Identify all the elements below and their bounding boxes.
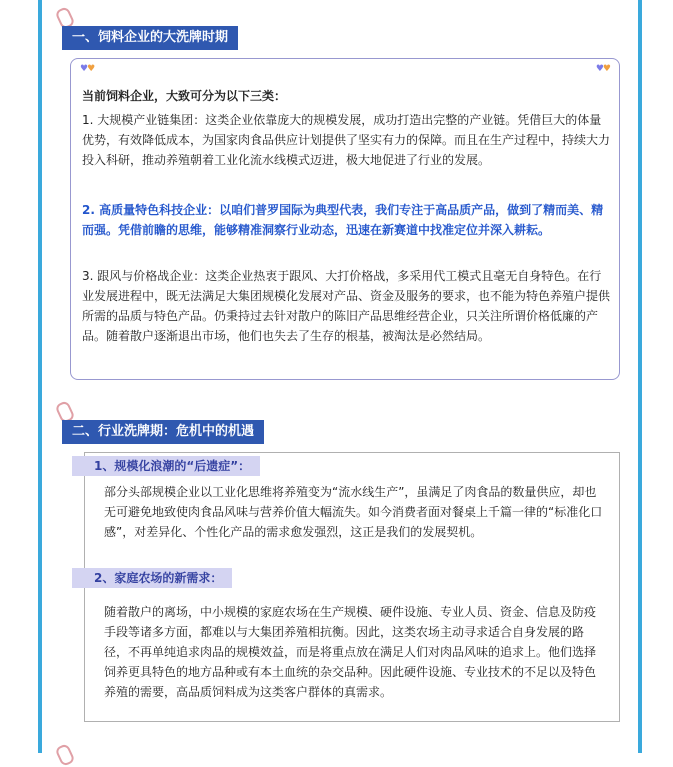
subheading-1: 1、规模化浪潮的“后遗症”： — [72, 456, 260, 476]
section1-intro: 当前饲料企业，大致可分为以下三类： — [82, 89, 287, 103]
heart-icon: ♥♥ — [595, 64, 610, 74]
paperclip-icon — [54, 743, 75, 767]
section2-para2: 随着散户的离场，中小规模的家庭农场在生产规模、硬件设施、专业人员、资金、信息及防疫手段等诸多方面，都难以与大集团养殖相抗衡。因此，这类农场主动寻求适合自身发展的路径，不再单纯追求肉品的规模效益，而是将重点放在满足人们对肉品风味的追求上。他们选择饲养更具特色的地方品种或有本土血统的杂交品种。因此硬件设施、专业技术的不足以及特色养殖的需要，高品质饲料成为这类客户群体的真需求。 — [104, 605, 597, 699]
right-frame-border — [638, 0, 642, 753]
section2-para1: 部分头部规模企业以工业化思维将养殖变为“流水线生产”，虽满足了肉食品的数量供应，却也无可避免地致使肉食品风味与营养价值大幅流失。如今消费者面对餐桌上千篇一律的“标准化口感”，对差异化、个性化产品的需求愈发强烈，这正是我们的发展契机。 — [104, 485, 603, 539]
section1-item1: 1. 大规模产业链集团：这类企业依靠庞大的规模发展，成功打造出完整的产业链。凭借巨大的体量优势，有效降低成本，为国家肉食品供应计划提供了坚实有力的保障。而且在生产过程中，持续大力投入科研，推动养殖朝着工业化流水线模式迈进，极大地促进了行业的发展。 — [82, 113, 611, 167]
subheading-2: 2、家庭农场的新需求： — [72, 568, 232, 588]
left-frame-border — [38, 0, 42, 753]
section1-item3: 3. 跟风与价格战企业：这类企业热衷于跟风、大打价格战，多采用代工模式且毫无自身特色。在行业发展进程中，既无法满足大集团规模化发展对产品、资金及服务的要求，也不能为特色养殖户提供所需的品质与特色产品。仍秉持过去针对散户的陈旧产品思维经营企业，只关注所谓价格低廉的产品。随着散户逐渐退出市场，他们也失去了生存的根基，被淘汰是必然结局。 — [82, 269, 611, 343]
heart-icon: ♥♥ — [80, 64, 95, 74]
section1-item2: 2. 高质量特色科技企业：以咱们普罗国际为典型代表，我们专注于高品质产品，做到了精而美、精而强。凭借前瞻的思维，能够精准洞察行业动态，迅速在新赛道中找准定位并深入耕耘。 — [82, 203, 604, 237]
section1-heading: 一、饲料企业的大洗牌时期 — [62, 26, 238, 50]
section2-heading: 二、行业洗牌期：危机中的机遇 — [62, 420, 264, 444]
